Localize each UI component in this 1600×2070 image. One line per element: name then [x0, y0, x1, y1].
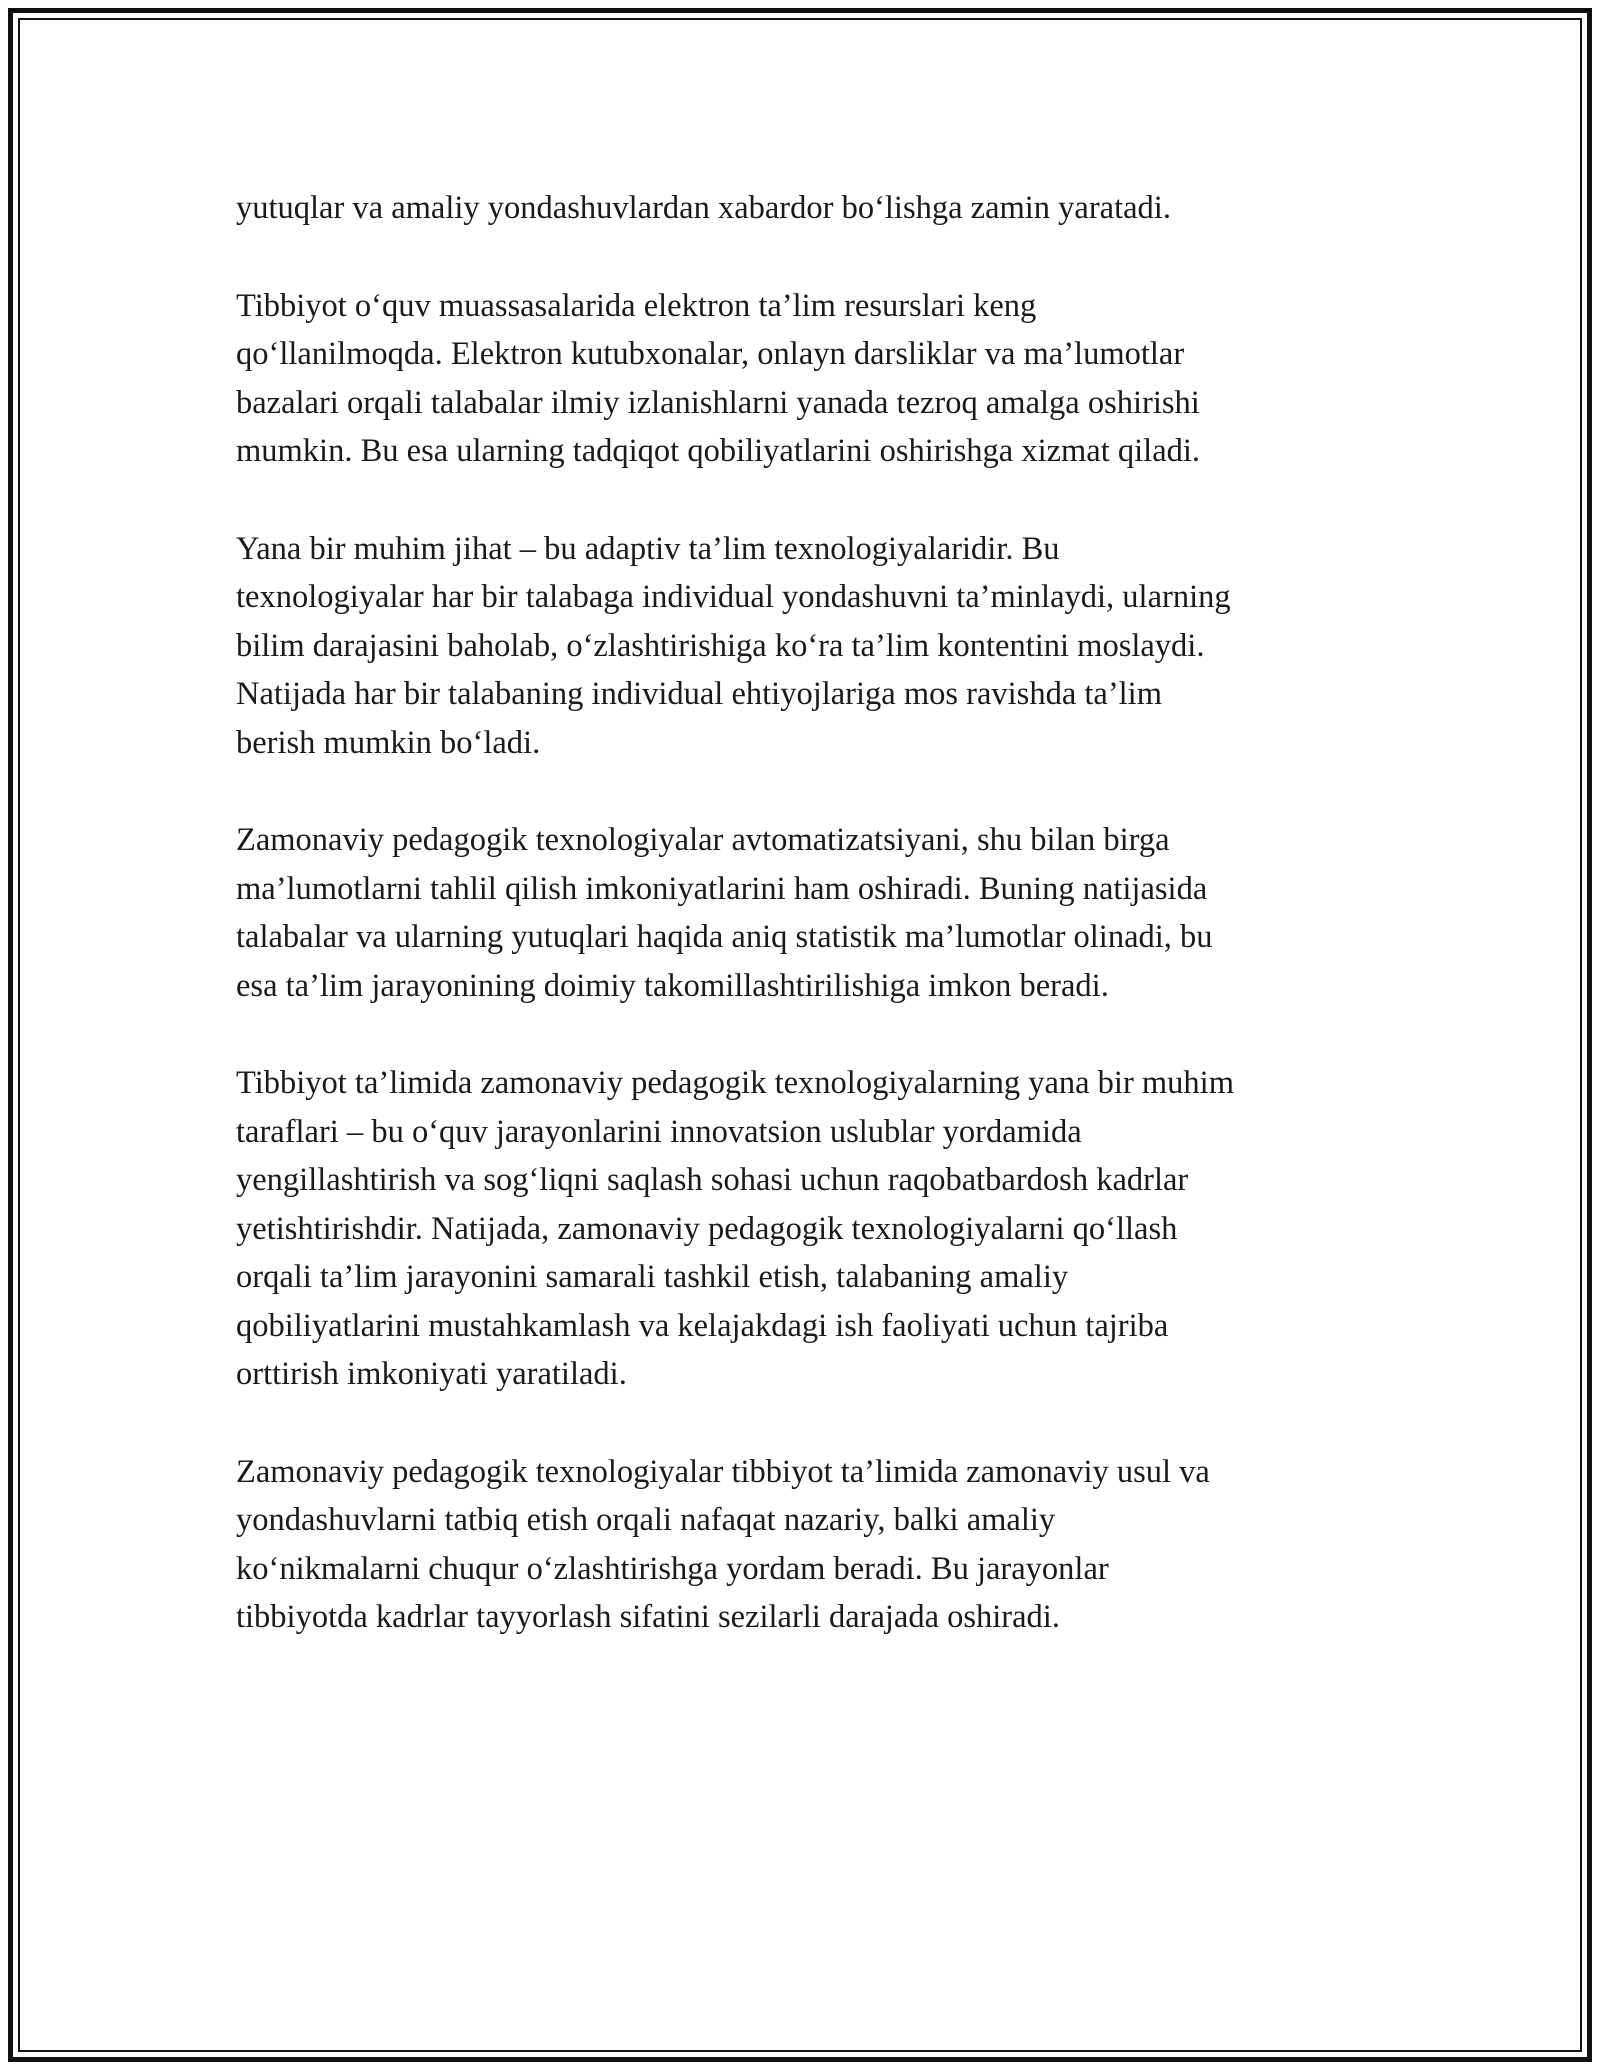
text-line: texnologiyalar har bir talabaga individual yondashuvni ta’minlaydi, ularning — [236, 579, 1231, 615]
paragraph-3 — [236, 525, 1366, 768]
text-line: Tibbiyot o‘quv muassasalarida elektron ta’lim resurslari keng — [236, 287, 1037, 324]
paragraph-6 — [236, 1448, 1366, 1642]
text-line: orttirish imkoniyati yaratiladi. — [236, 1356, 627, 1392]
text-line: yutuqlar va amaliy yondashuvlardan xabardor bo‘lishga zamin yaratadi. — [236, 190, 1171, 226]
paragraph-2 — [236, 282, 1366, 476]
text-line: Natijada har bir talabaning individual ehtiyojlariga mos ravishda ta’lim — [236, 676, 1162, 712]
text-line: Zamonaviy pedagogik texnologiyalar avtomatizatsiyani, shu bilan birga — [236, 822, 1170, 858]
text-line: mumkin. Bu esa ularning tadqiqot qobiliyatlarini oshirishga xizmat qiladi. — [236, 433, 1201, 469]
text-line: talabalar va ularning yutuqlari haqida aniq statistik ma’lumotlar olinadi, bu — [236, 919, 1213, 955]
document-body — [236, 184, 1366, 1691]
text-line: qobiliyatlarini mustahkamlash va kelajakdagi ish faoliyati uchun tajriba — [236, 1307, 1169, 1344]
paragraph-4 — [236, 816, 1366, 1010]
text-line: taraflari – bu o‘quv jarayonlarini innovatsion uslublar yordamida — [236, 1113, 1082, 1150]
text-line: ma’lumotlarni tahlil qilish imkoniyatlarini ham oshiradi. Buning natijasida — [236, 870, 1208, 907]
text-line: esa ta’lim jarayonining doimiy takomillashtirilishiga imkon beradi. — [236, 967, 1109, 1004]
text-line: yetishtirishdir. Natijada, zamonaviy pedagogik texnologiyalarni qo‘llash — [236, 1210, 1178, 1247]
text-line: tibbiyotda kadrlar tayyorlash sifatini sezilarli darajada oshiradi. — [236, 1599, 1060, 1635]
text-line: berish mumkin bo‘ladi. — [236, 724, 541, 761]
text-line: ko‘nikmalarni chuqur o‘zlashtirishga yordam beradi. Bu jarayonlar — [236, 1550, 1109, 1587]
paragraph-1 — [236, 184, 1366, 233]
text-line: Zamonaviy pedagogik texnologiyalar tibbiyot ta’limida zamonaviy usul va — [236, 1453, 1210, 1490]
text-line: yengillashtirish va sog‘liqni saqlash sohasi uchun raqobatbardosh kadrlar — [236, 1162, 1189, 1198]
text-line: Yana bir muhim jihat – bu adaptiv ta’lim texnologiyalaridir. Bu — [236, 530, 1060, 567]
text-line: qo‘llanilmoqda. Elektron kutubxonalar, onlayn darsliklar va ma’lumotlar — [236, 336, 1185, 372]
text-line: bazalari orqali talabalar ilmiy izlanishlarni yanada tezroq amalga oshirishi — [236, 384, 1200, 421]
paragraph-5 — [236, 1059, 1366, 1399]
text-line: yondashuvlarni tatbiq etish orqali nafaqat nazariy, balki amaliy — [236, 1502, 1056, 1538]
text-line: bilim darajasini baholab, o‘zlashtirishiga ko‘ra ta’lim kontentini moslaydi. — [236, 627, 1205, 664]
text-line: Tibbiyot ta’limida zamonaviy pedagogik texnologiyalarning yana bir muhim — [236, 1065, 1234, 1101]
text-line: orqali ta’lim jarayonini samarali tashkil etish, talabaning amaliy — [236, 1259, 1069, 1295]
